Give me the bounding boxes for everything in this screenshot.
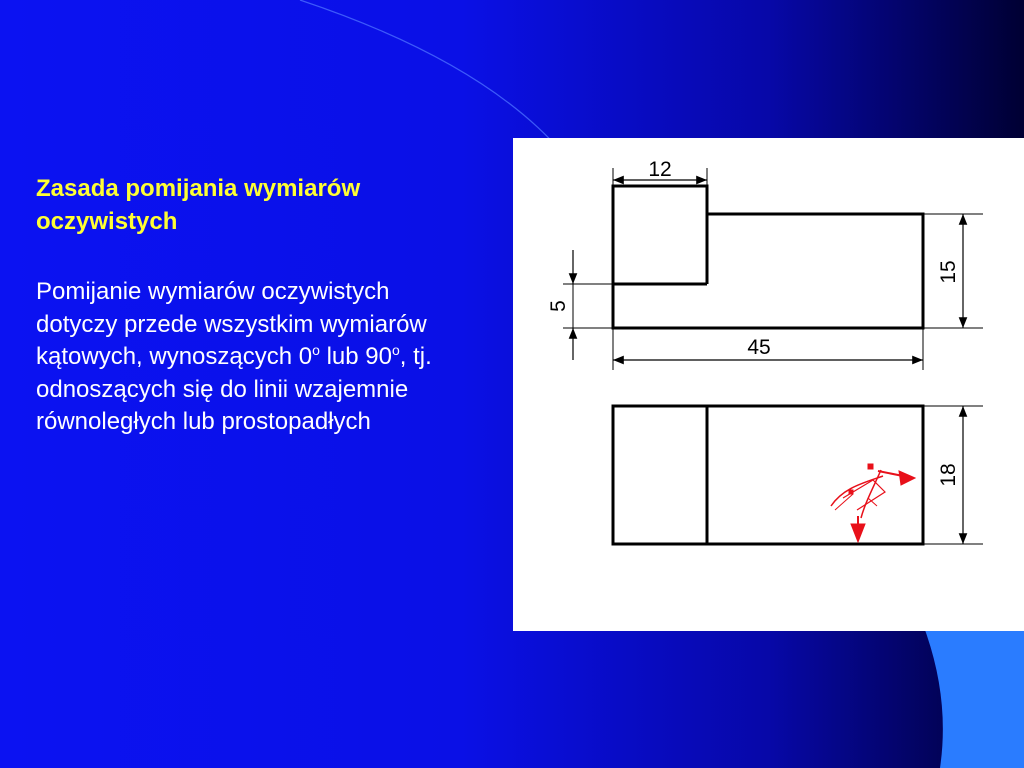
degree-superscript-1: o xyxy=(312,342,320,358)
technical-drawing xyxy=(513,138,1024,631)
slide-title: Zasada pomijania wymiarów oczywistych xyxy=(36,175,361,235)
dim-label-18: 18 xyxy=(937,463,960,487)
red-angle-annotation xyxy=(831,464,915,542)
dim-label-12: 12 xyxy=(648,158,672,181)
body-text-part-2: lub 90 xyxy=(319,343,392,370)
degree-superscript-2: o xyxy=(391,342,400,358)
dim-label-45: 45 xyxy=(747,336,771,359)
dim-label-15: 15 xyxy=(937,260,960,284)
upper-view-outline xyxy=(613,186,923,328)
lower-view-outline xyxy=(613,406,923,544)
accent-shape xyxy=(925,630,1024,768)
dim-label-5: 5 xyxy=(547,300,570,312)
body-text-part-1: Pomijanie wymiarów oczywistych dotyczy przede wszystkim wymiarów kątowych, wynoszących 0 xyxy=(36,278,427,370)
body-text-part-3: , tj. odnoszących się do linii wzajemnie równoległych lub prostopadłych xyxy=(36,343,432,435)
slide-body-text xyxy=(36,276,466,439)
technical-drawing-panel xyxy=(513,138,1024,631)
